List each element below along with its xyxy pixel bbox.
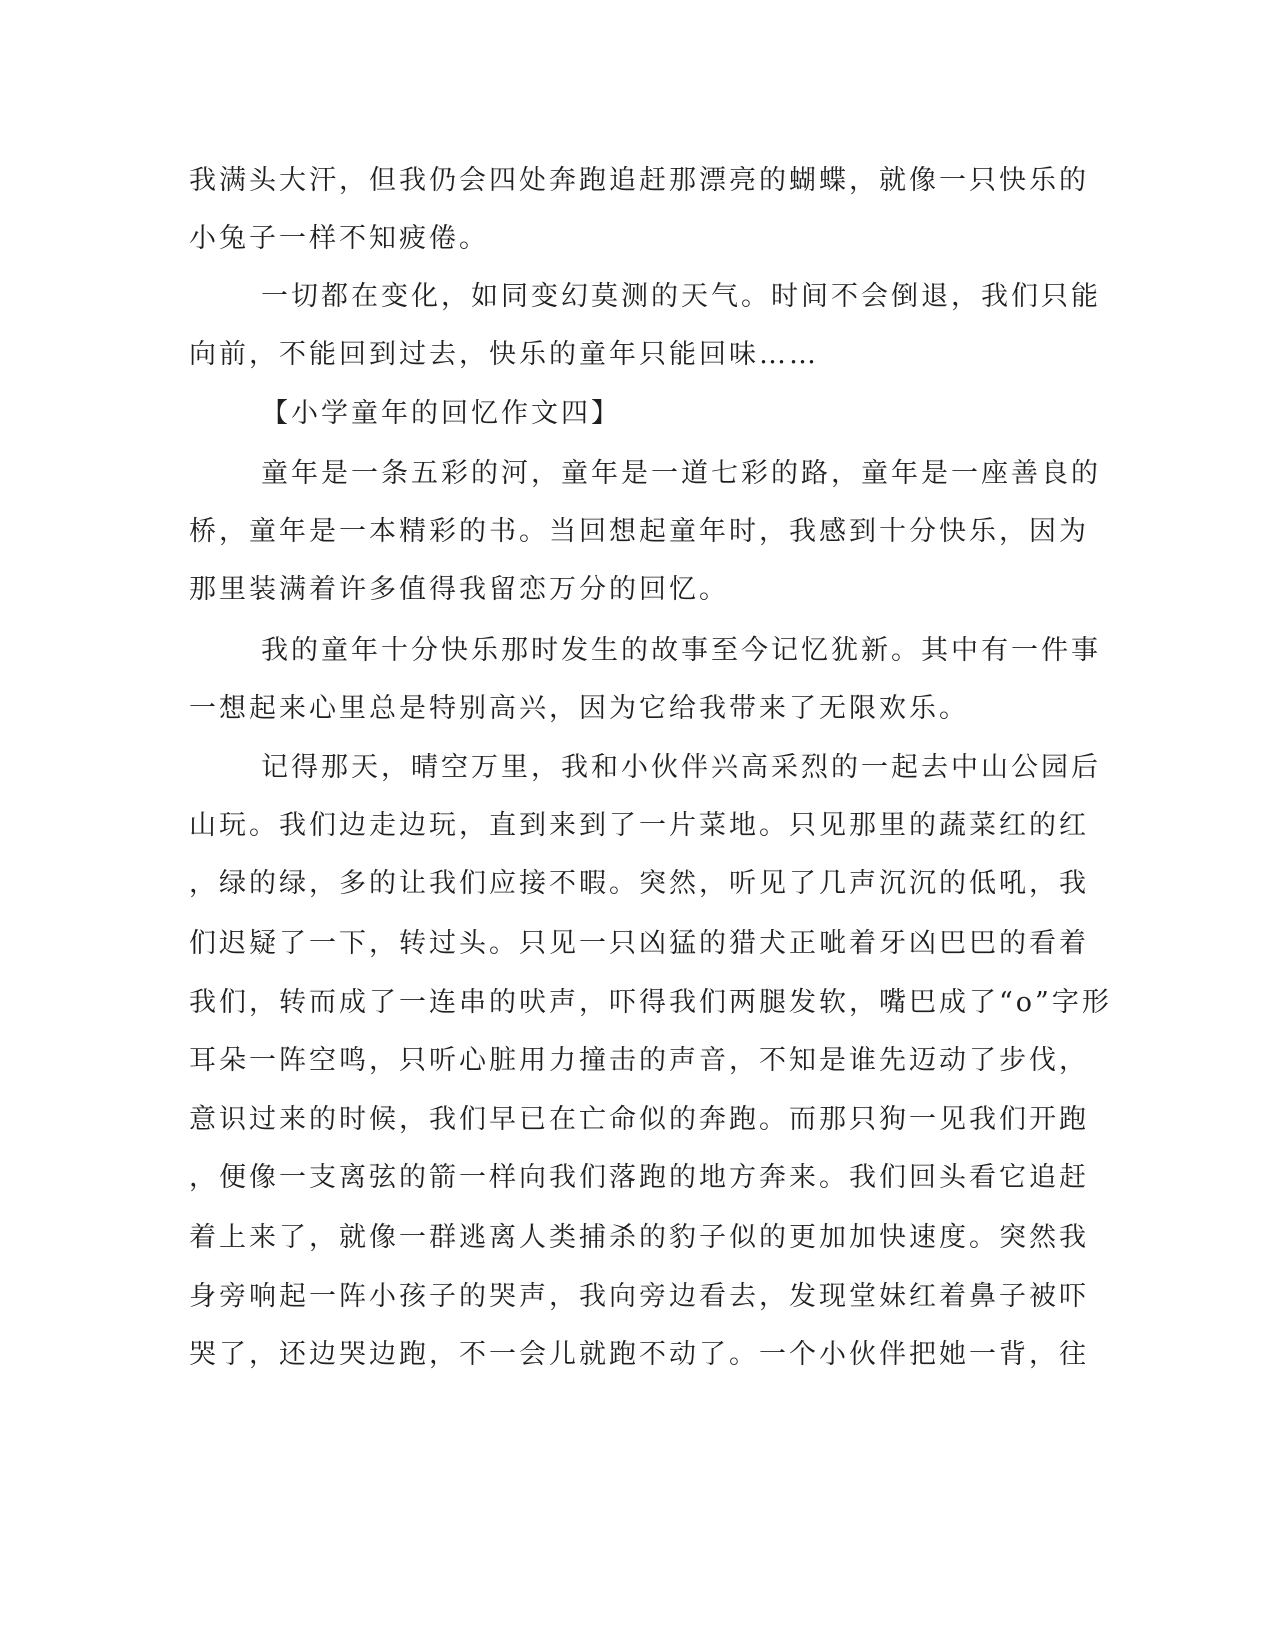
section-heading: 【小学童年的回忆作文四】 [261, 398, 621, 429]
text-line: 哭了，还边哭边跑，不一会儿就跑不动了。一个小伙伴把她一背，往 [189, 1339, 1089, 1370]
text-line: 山玩。我们边走边玩，直到来到了一片菜地。只见那里的蔬菜红的红 [189, 810, 1089, 841]
text-line: 一切都在变化，如同变幻莫测的天气。时间不会倒退，我们只能 [261, 281, 1101, 312]
text-line: 耳朵一阵空鸣，只听心脏用力撞击的声音，不知是谁先迈动了步伐， [189, 1045, 1089, 1076]
text-line: 我满头大汗，但我仍会四处奔跑追赶那漂亮的蝴蝶，就像一只快乐的 [189, 165, 1089, 196]
text-line: 记得那天，晴空万里，我和小伙伴兴高采烈的一起去中山公园后 [261, 752, 1101, 783]
text-line: 桥，童年是一本精彩的书。当回想起童年时，我感到十分快乐，因为 [189, 516, 1089, 547]
text-line: 意识过来的时候，我们早已在亡命似的奔跑。而那只狗一见我们开跑 [189, 1104, 1089, 1135]
text-line: 向前，不能回到过去，快乐的童年只能回味…… [189, 339, 819, 370]
text-line: 小兔子一样不知疲倦。 [189, 223, 489, 254]
text-line: 着上来了，就像一群逃离人类捕杀的豹子似的更加加快速度。突然我 [189, 1222, 1089, 1253]
text-line: 们迟疑了一下，转过头。只见一只凶猛的猎犬正呲着牙凶巴巴的看着 [189, 928, 1089, 959]
text-line: ，绿的绿，多的让我们应接不暇。突然，听见了几声沉沉的低吼，我 [189, 868, 1089, 899]
text-line: ，便像一支离弦的箭一样向我们落跑的地方奔来。我们回头看它追赶 [189, 1162, 1089, 1193]
text-line: 一想起来心里总是特别高兴，因为它给我带来了无限欢乐。 [189, 693, 969, 724]
text-line: 我们，转而成了一连串的吠声，吓得我们两腿发软，嘴巴成了“o”字形 [189, 987, 1112, 1018]
text-line: 我的童年十分快乐那时发生的故事至今记忆犹新。其中有一件事 [261, 635, 1101, 666]
text-line: 童年是一条五彩的河，童年是一道七彩的路，童年是一座善良的 [261, 458, 1101, 489]
text-line: 身旁响起一阵小孩子的哭声，我向旁边看去，发现堂妹红着鼻子被吓 [189, 1281, 1089, 1312]
text-line: 那里装满着许多值得我留恋万分的回忆。 [189, 574, 729, 605]
